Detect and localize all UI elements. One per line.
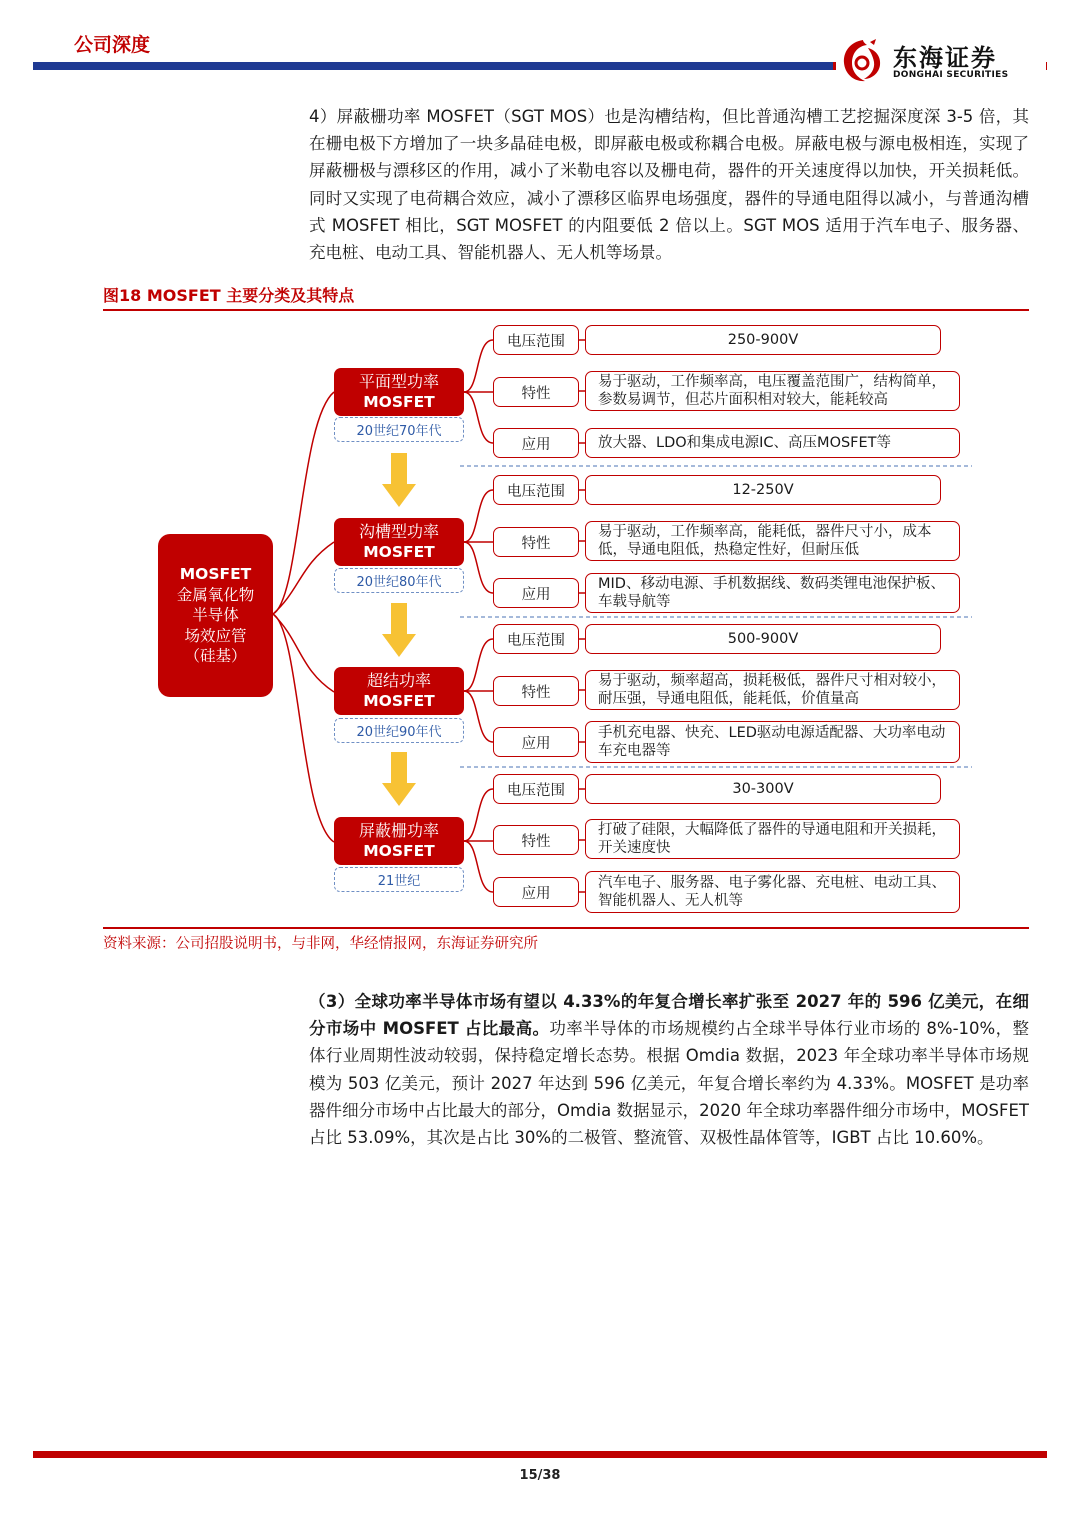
category-name: 沟槽型功率 — [358, 522, 439, 541]
label-application: 应用 — [493, 428, 579, 458]
category-planar — [334, 368, 464, 416]
paragraph-body: 功率半导体的市场规模约占全球半导体行业市场的 8%-10%，整体行业周期性波动较弱，保持稳定增长态势。根据 Omdia 数据，2023 年全球功率半导体市场规模为 503 亿美元，预计 2027 年达到 596 亿美元，年复合增长率约为 4.33%。MOSFET 是功率器件细分市场中占比最大的部分，Omdia 数据显示，2020 年全球功率器件细分市场中，MOSFET 占比 53.09%，其次是占比 30%的二极管、整流管、双极性晶体管等，IGBT 占比 10.60%。 — [309, 1019, 1029, 1148]
paragraph-sgt-mos: 4）屏蔽栅功率 MOSFET（SGT MOS）也是沟槽结构，但比普通沟槽工艺挖掘深度深 3-5 倍，其在栅电极下方增加了一块多晶硅电极，即屏蔽电极或称耦合电极。屏蔽电极与源电极相连，实现了屏蔽栅极与漂移区的作用，减小了米勒电容以及栅电荷，器件的开关速度得以加快，开关损耗低。同时又实现了电荷耦合效应，减小了漂移区临界电场强度，器件的导通电阻得以减小，与普通沟槽式 MOSFET 相比，SGT MOSFET 的内阻要低 2 倍以上。SGT MOS 适用于汽车电子、服务器、充电桩、电动工具、智能机器人、无人机等场景。 — [309, 107, 1029, 263]
value-voltage: 250-900V — [585, 325, 941, 355]
logo-text-cn: 东海证券 — [893, 44, 997, 72]
category-name: 平面型功率 — [358, 372, 439, 391]
label-feature: 特性 — [493, 527, 579, 557]
logo-text-en: DONGHAI SECURITIES — [893, 70, 1009, 80]
category-name: 屏蔽栅功率 — [358, 821, 439, 840]
category-en: MOSFET — [363, 842, 435, 860]
figure-source: 资料来源：公司招股说明书，与非网，华经情报网，东海证券研究所 — [103, 936, 538, 952]
era-badge: 20世纪90年代 — [334, 718, 464, 743]
root-node-mosfet — [158, 534, 273, 697]
era-badge: 20世纪80年代 — [334, 568, 464, 593]
category-superjunction — [334, 667, 464, 715]
category-en: MOSFET — [363, 543, 435, 561]
label-feature: 特性 — [493, 676, 579, 706]
value-application: MID、移动电源、手机数据线、数码类锂电池保护板、车载导航等 — [585, 573, 960, 613]
value-voltage: 12-250V — [585, 475, 941, 505]
label-application: 应用 — [493, 578, 579, 608]
category-shielded-gate — [334, 817, 464, 865]
era-badge: 21世纪 — [334, 867, 464, 892]
label-voltage: 电压范围 — [493, 325, 579, 355]
value-feature: 易于驱动，工作频率高，电压覆盖范围广，结构简单，参数易调节，但芯片面积相对较大，能耗较高 — [585, 371, 960, 411]
label-voltage: 电压范围 — [493, 475, 579, 505]
category-en: MOSFET — [363, 393, 435, 411]
label-feature: 特性 — [493, 825, 579, 855]
figure-title: 图18 MOSFET 主要分类及其特点 — [103, 286, 355, 305]
category-name: 超结功率 — [366, 671, 431, 690]
section-title: 公司深度 — [74, 34, 151, 56]
value-voltage: 500-900V — [585, 624, 941, 654]
paragraph-market-size — [309, 988, 1029, 1151]
label-application: 应用 — [493, 877, 579, 907]
figure-bottom-rule — [103, 927, 1029, 929]
value-feature: 易于驱动，频率超高，损耗极低，器件尺寸相对较小，耐压强，导通电阻低，能耗低，价值量高 — [585, 670, 960, 710]
value-application: 汽车电子、服务器、电子雾化器、充电桩、电动工具、智能机器人、无人机等 — [585, 871, 960, 913]
label-feature: 特性 — [493, 377, 579, 407]
page-number: 15/38 — [519, 1468, 561, 1483]
era-badge: 20世纪70年代 — [334, 417, 464, 442]
down-arrow-icon — [382, 453, 416, 806]
footer-bar — [33, 1451, 1047, 1458]
value-feature: 打破了硅限，大幅降低了器件的导通电阻和开关损耗，开关速度快 — [585, 819, 960, 859]
value-application: 手机充电器、快充、LED驱动电源适配器、大功率电动车充电器等 — [585, 721, 960, 763]
label-voltage: 电压范围 — [493, 624, 579, 654]
root-node-text: MOSFET 金属氧化物 半导体 场效应管 （硅基） — [176, 565, 255, 666]
category-en: MOSFET — [363, 692, 435, 710]
label-application: 应用 — [493, 727, 579, 757]
value-feature: 易于驱动，工作频率高，能耗低，器件尺寸小，成本低，导通电阻低，热稳定性好，但耐压低 — [585, 521, 960, 561]
label-voltage: 电压范围 — [493, 774, 579, 804]
paragraph-lead-bold: （3）全球功率半导体市场有望以 4.33%的年复合增长率扩张至 2027 年的 596 亿美元，在细分市场中 MOSFET 占比最高。 — [309, 992, 1029, 1039]
value-voltage: 30-300V — [585, 774, 941, 804]
value-application: 放大器、LDO和集成电源IC、高压MOSFET等 — [585, 428, 960, 458]
category-trench — [334, 518, 464, 566]
